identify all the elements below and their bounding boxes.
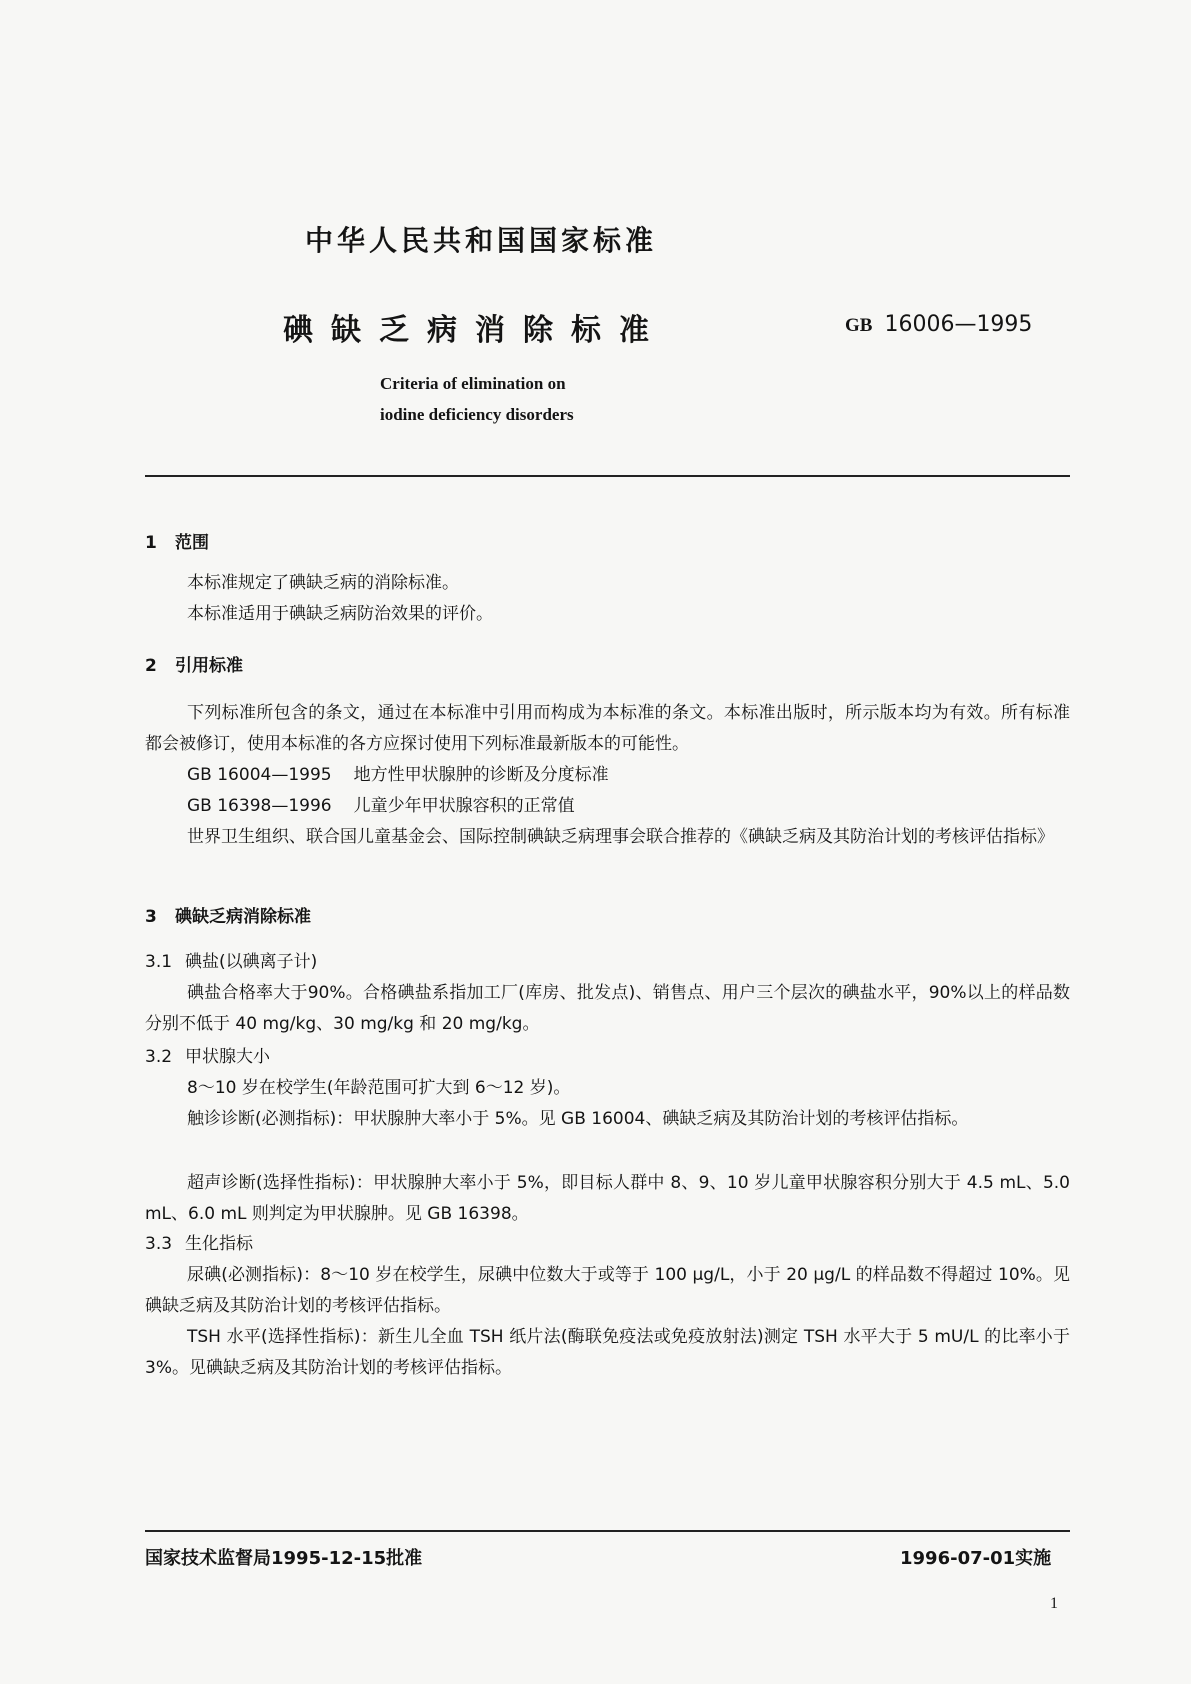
reference-1-code: GB 16004—1995 <box>187 765 332 785</box>
reference-2-code: GB 16398—1996 <box>187 796 332 816</box>
subsection-3-2-title: 甲状腺大小 <box>185 1047 270 1067</box>
effective-date: 1996-07-01实施 <box>900 1548 1052 1569</box>
section-2-heading <box>145 651 243 676</box>
subsection-3-1-title: 碘盐(以碘离子计) <box>185 952 318 972</box>
gb-code: 16006—1995 <box>884 312 1033 337</box>
english-title-line1: Criteria of elimination on <box>380 374 566 393</box>
standard-number <box>845 312 1032 337</box>
section-2-title: 引用标准 <box>175 656 243 676</box>
subsection-3-2-number: 3.2 <box>145 1047 173 1067</box>
gb-prefix: GB <box>845 315 873 336</box>
subsection-3-1-number: 3.1 <box>145 952 173 972</box>
reference-2-title: 儿童少年甲状腺容积的正常值 <box>353 796 575 816</box>
reference-1 <box>187 760 609 790</box>
national-standard-heading: 中华人民共和国国家标准 <box>305 224 658 257</box>
approval-line: 国家技术监督局1995-12-15批准 <box>145 1548 423 1569</box>
header-divider <box>145 475 1070 477</box>
section-3-title: 碘缺乏病消除标准 <box>175 907 311 927</box>
subsection-3-3-paragraph-1: 尿碘(必测指标)：8～10 岁在校学生，尿碘中位数大于或等于 100 μg/L，小于 20 μg/L 的样品数不得超过 10%。见碘缺乏病及其防治计划的考核评估指标。 <box>145 1265 1070 1316</box>
subsection-3-3-paragraph-2: TSH 水平(选择性指标)：新生儿全血 TSH 纸片法(酶联免疫法或免疫放射法)测定 TSH 水平大于 5 mU/L 的比率小于 3%。见碘缺乏病及其防治计划的考核评估指标。 <box>145 1327 1070 1378</box>
subsection-3-3-heading <box>145 1229 253 1254</box>
section-1-paragraph-2: 本标准适用于碘缺乏病防治效果的评价。 <box>187 604 493 624</box>
subsection-3-1-paragraph: 碘盐合格率大于90%。合格碘盐系指加工厂(库房、批发点)、销售点、用户三个层次的碘盐水平，90%以上的样品数分别不低于 40 mg/kg、30 mg/kg 和 20 mg/kg。 <box>145 983 1070 1034</box>
section-3-number: 3 <box>145 907 157 927</box>
english-title <box>380 368 574 430</box>
footer-divider <box>145 1530 1070 1532</box>
subsection-3-1-heading <box>145 947 317 972</box>
subsection-3-3-title: 生化指标 <box>185 1234 253 1254</box>
section-1-heading <box>145 528 209 553</box>
subsection-3-2-paragraph-3: 超声诊断(选择性指标)：甲状腺肿大率小于 5%，即目标人群中 8、9、10 岁儿童甲状腺容积分别大于 4.5 mL、5.0 mL、6.0 mL 则判定为甲状腺肿。见 GB 16398。 <box>145 1173 1070 1224</box>
subsection-3-2-paragraph-2: 触诊诊断(必测指标)：甲状腺肿大率小于 5%。见 GB 16004、碘缺乏病及其防治计划的考核评估指标。 <box>187 1109 969 1129</box>
english-title-line2: iodine deficiency disorders <box>380 405 574 424</box>
section-1-title: 范围 <box>175 533 209 553</box>
section-3-heading <box>145 902 311 927</box>
section-2-paragraph-1: 下列标准所包含的条文，通过在本标准中引用而构成为本标准的条文。本标准出版时，所示版本均为有效。所有标准都会被修订，使用本标准的各方应探讨使用下列标准最新版本的可能性。 <box>145 703 1070 754</box>
subsection-3-2-heading <box>145 1042 270 1067</box>
section-2-number: 2 <box>145 656 157 676</box>
document-title: 碘缺乏病消除标准 <box>283 313 667 348</box>
page-number: 1 <box>1050 1595 1058 1612</box>
section-1-number: 1 <box>145 533 157 553</box>
section-1-paragraph-1: 本标准规定了碘缺乏病的消除标准。 <box>187 573 459 593</box>
reference-2 <box>187 791 575 821</box>
subsection-3-2-paragraph-1: 8～10 岁在校学生(年龄范围可扩大到 6～12 岁)。 <box>187 1078 571 1098</box>
section-2-paragraph-2: 世界卫生组织、联合国儿童基金会、国际控制碘缺乏病理事会联合推荐的《碘缺乏病及其防治计划的考核评估指标》 <box>187 827 1054 847</box>
reference-1-title: 地方性甲状腺肿的诊断及分度标准 <box>353 765 609 785</box>
subsection-3-3-number: 3.3 <box>145 1234 173 1254</box>
